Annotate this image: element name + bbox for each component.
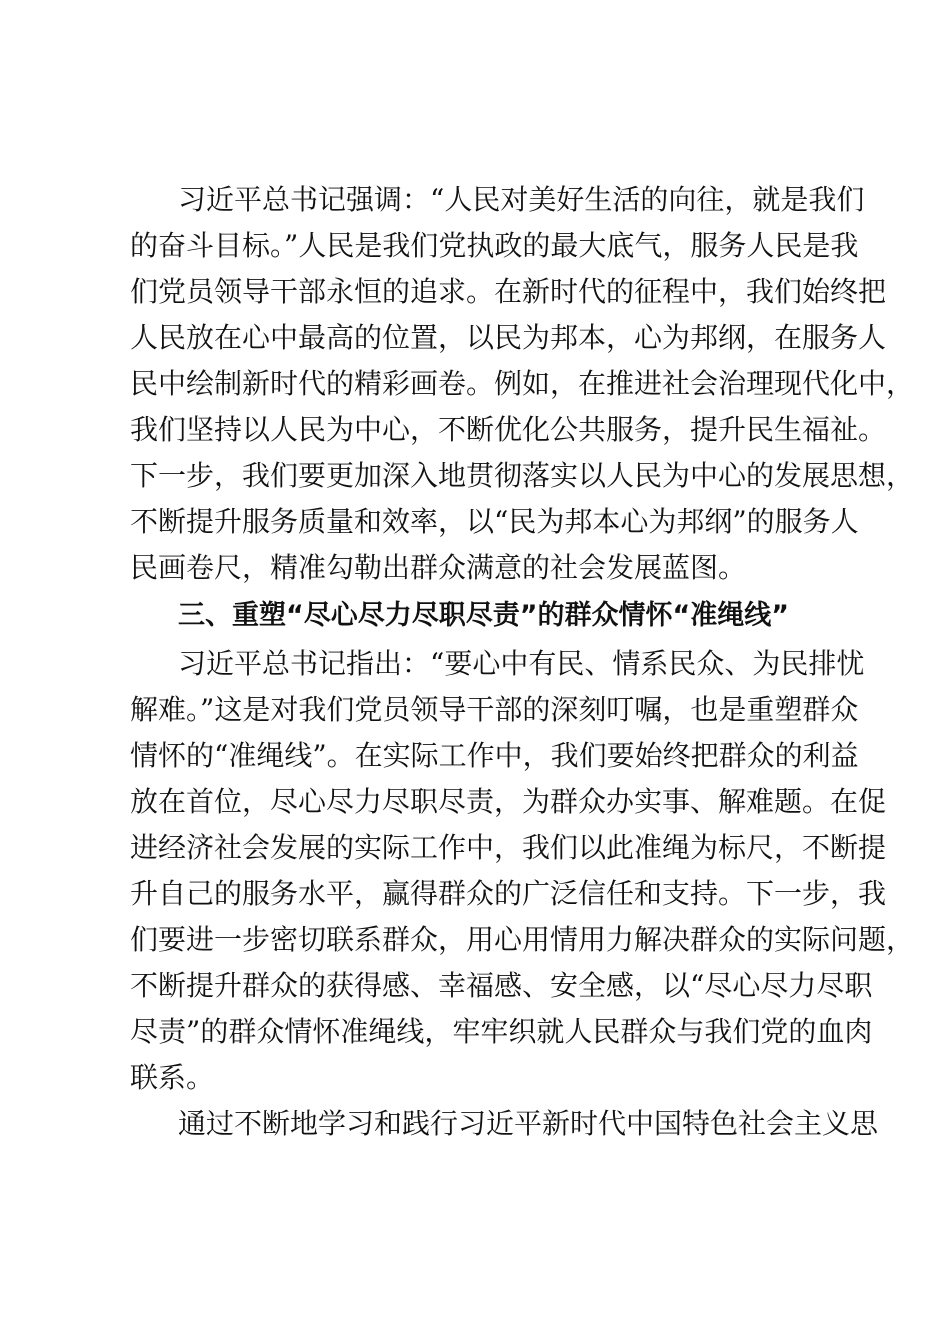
paragraph-1-line-6: 我们坚持以人民为中心，不断优化公共服务，提升民生福祉。 <box>130 413 887 446</box>
paragraph-1-line-9: 民画卷尺，精准勾勒出群众满意的社会发展蓝图。 <box>130 551 747 584</box>
paragraph-3-line-1: 通过不断地学习和践行习近平新时代中国特色社会主义思 <box>178 1107 879 1140</box>
paragraph-2-line-1: 习近平总书记指出：“要心中有民、情系民众、为民排忧 <box>178 647 865 680</box>
paragraph-2-line-6: 升自己的服务水平，赢得群众的广泛信任和支持。下一步，我 <box>130 877 887 910</box>
paragraph-1-line-7: 下一步，我们要更加深入地贯彻落实以人民为中心的发展思想， <box>130 459 915 492</box>
paragraph-2-line-9: 尽责”的群众情怀准绳线，牢牢织就人民群众与我们党的血肉 <box>130 1015 873 1048</box>
paragraph-2-line-10: 联系。 <box>130 1061 215 1094</box>
paragraph-2-line-8: 不断提升群众的获得感、幸福感、安全感，以“尽心尽力尽职 <box>130 969 873 1002</box>
paragraph-1-line-4: 人民放在心中最高的位置，以民为邦本，心为邦纲，在服务人 <box>130 321 887 354</box>
paragraph-1-line-5: 民中绘制新时代的精彩画卷。例如，在推进社会治理现代化中， <box>130 367 915 400</box>
paragraph-1-line-2: 的奋斗目标。”人民是我们党执政的最大底气，服务人民是我 <box>130 229 859 262</box>
paragraph-1-line-8: 不断提升服务质量和效率，以“民为邦本心为邦纲”的服务人 <box>130 505 859 538</box>
paragraph-2-line-5: 进经济社会发展的实际工作中，我们以此准绳为标尺，不断提 <box>130 831 887 864</box>
paragraph-1-line-1: 习近平总书记强调：“人民对美好生活的向往，就是我们 <box>178 183 865 216</box>
section-heading-3: 三、重塑“尽心尽力尽职尽责”的群众情怀“准绳线” <box>178 600 789 631</box>
paragraph-2-line-4: 放在首位，尽心尽力尽职尽责，为群众办实事、解难题。在促 <box>130 785 887 818</box>
paragraph-2-line-2: 解难。”这是对我们党员领导干部的深刻叮嘱，也是重塑群众 <box>130 693 859 726</box>
paragraph-1-line-3: 们党员领导干部永恒的追求。在新时代的征程中，我们始终把 <box>130 275 887 308</box>
paragraph-2-line-7: 们要进一步密切联系群众，用心用情用力解决群众的实际问题， <box>130 923 915 956</box>
paragraph-2-line-3: 情怀的“准绳线”。在实际工作中，我们要始终把群众的利益 <box>130 739 859 772</box>
